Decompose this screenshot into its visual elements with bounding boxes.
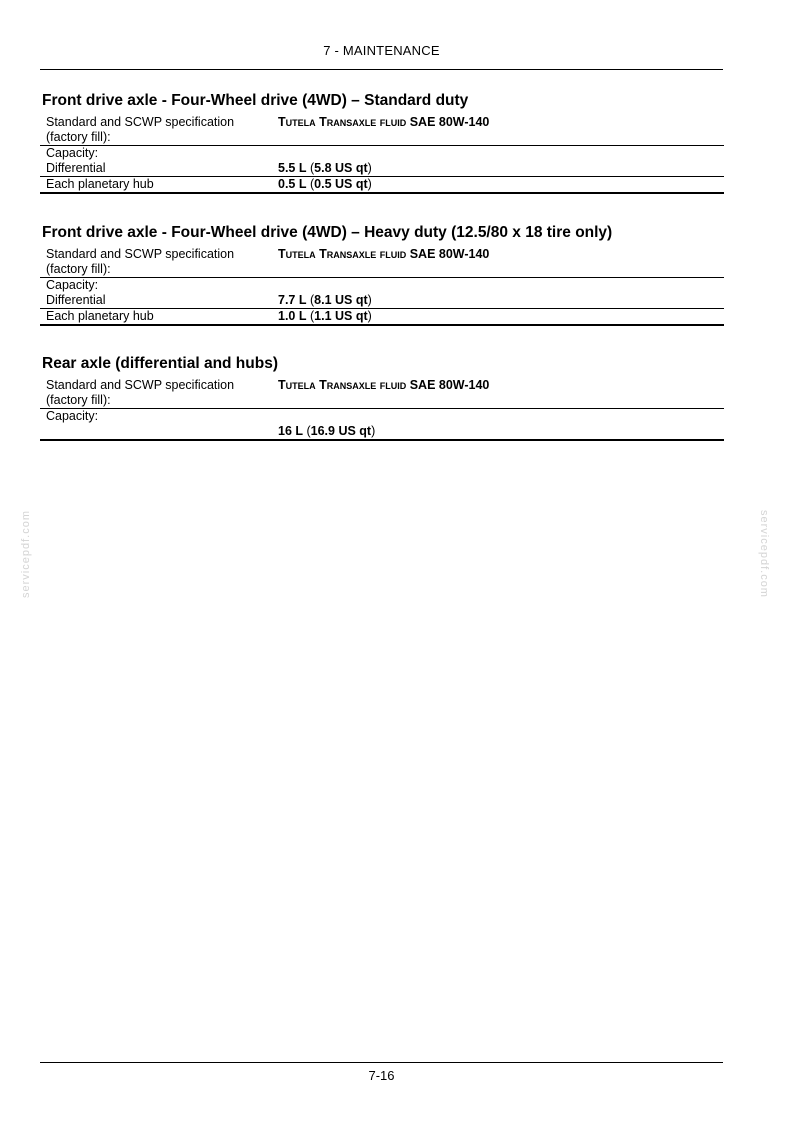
section-title: Rear axle (differential and hubs) [42,355,278,372]
row-label: Differential [40,161,272,177]
row-value: 0.5 L (0.5 US qt) [272,177,724,194]
table-row [40,309,724,326]
header-divider [40,69,723,70]
table-row [40,393,724,409]
row-value: 5.5 L (5.8 US qt) [272,161,724,177]
spec-table [40,115,724,194]
table-row [40,424,724,440]
table-row [40,278,724,294]
spec-table [40,247,724,326]
row-label [40,424,272,440]
spec-label-cont: (factory fill): [40,262,272,278]
section-title: Front drive axle - Four-Wheel drive (4WD) – Heavy duty (12.5/80 x 18 tire only) [42,224,613,241]
spec-value: Tutela Transaxle fluid SAE 80W-140 [278,378,490,392]
row-value: 16 L (16.9 US qt) [272,424,724,440]
row-label: Differential [40,293,272,309]
table-row [40,262,724,278]
row-value: 1.0 L (1.1 US qt) [272,309,724,326]
capacity-label: Capacity: [46,278,99,292]
table-row [40,161,724,177]
watermark-right: servicepdf.com [758,510,770,598]
spec-table [40,378,724,441]
table-row [40,146,724,162]
table-row [40,130,724,146]
spec-label: Standard and SCWP specification [46,115,235,129]
table-row [40,293,724,309]
spec-label: Standard and SCWP specification [46,378,235,392]
spec-value: Tutela Transaxle fluid SAE 80W-140 [278,247,490,261]
section-front-axle-standard [40,91,724,194]
footer-divider [40,1062,723,1063]
capacity-label: Capacity: [46,409,99,423]
table-row [40,247,724,262]
capacity-label: Capacity: [46,146,99,160]
table-row [40,115,724,130]
section-title: Front drive axle - Four-Wheel drive (4WD) – Standard duty [42,92,469,109]
spec-label-cont: (factory fill): [40,393,272,409]
watermark-left: servicepdf.com [20,510,32,598]
row-value: 7.7 L (8.1 US qt) [272,293,724,309]
spec-label-cont: (factory fill): [40,130,272,146]
row-label: Each planetary hub [40,177,272,194]
page-number: 7-16 [368,1068,395,1083]
table-row [40,378,724,393]
spec-value: Tutela Transaxle fluid SAE 80W-140 [278,115,490,129]
row-label: Each planetary hub [40,309,272,326]
section-front-axle-heavy [40,223,724,326]
page-header: 7 - MAINTENANCE [323,43,440,58]
spec-label: Standard and SCWP specification [46,247,235,261]
table-row [40,177,724,194]
section-rear-axle [40,354,724,441]
table-row [40,409,724,425]
